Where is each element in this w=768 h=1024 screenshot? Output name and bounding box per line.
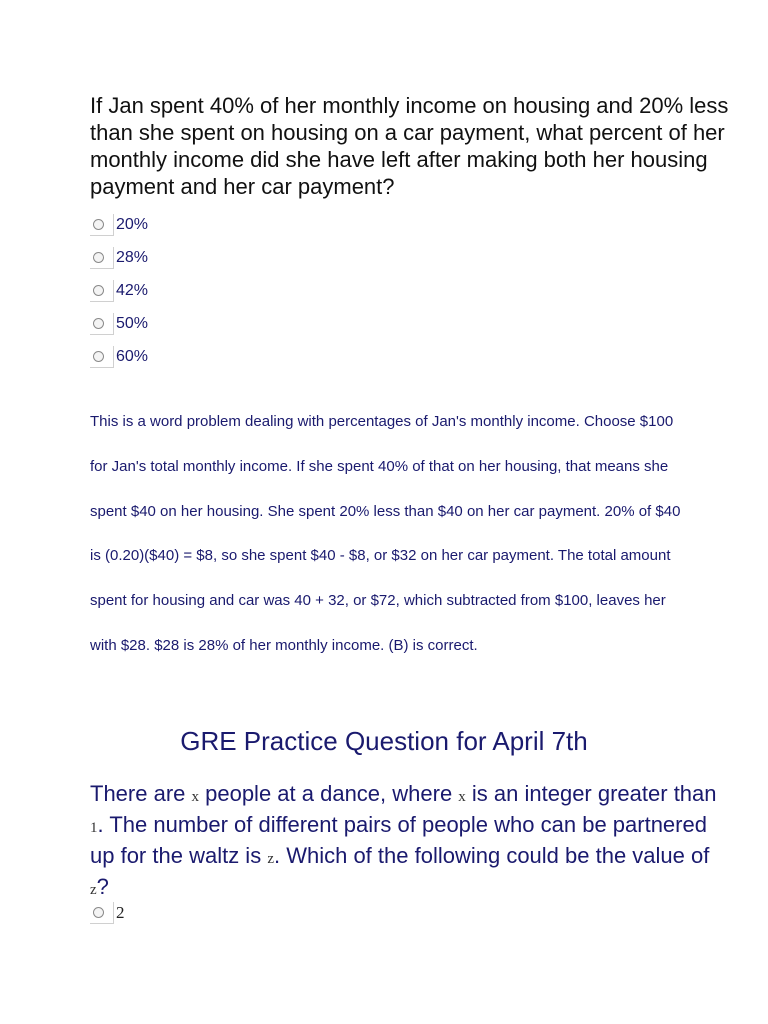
- option-label: 50%: [116, 314, 149, 332]
- radio-button-icon[interactable]: [90, 247, 114, 269]
- explanation-text: This is a word problem dealing with percentages of Jan's monthly income. Choose $100 for Jan's total monthly income. If she spent 40% of that on her housing, that means she spent $40 on her housing. She spent 20% less than $40 on her car payment. 20% of $40 is (0.20)($40) = $8, so she spent $40 - $8, or $32 on her car payment. The total amount spent for housing and car was 40 + 32, or $72, which subtracted from $100, leaves her with $28. $28 is 28% of her monthly income. (B) is correct.: [90, 413, 681, 654]
- q2-text-part: ?: [96, 874, 109, 899]
- option-c[interactable]: [90, 274, 390, 307]
- question-1-options: [90, 208, 390, 373]
- option-label: 20%: [116, 215, 149, 233]
- radio-button-icon[interactable]: [90, 280, 114, 302]
- option-a[interactable]: [90, 896, 390, 929]
- option-label: 28%: [116, 248, 149, 266]
- option-label: 2: [116, 902, 125, 922]
- radio-button-icon[interactable]: [90, 902, 114, 924]
- option-label: 60%: [116, 347, 149, 365]
- radio-button-icon[interactable]: [90, 346, 114, 368]
- variable-z: z: [90, 882, 97, 898]
- q2-text-part: There are: [90, 781, 192, 806]
- question-2-text: [90, 780, 730, 904]
- radio-button-icon[interactable]: [90, 313, 114, 335]
- option-b[interactable]: [90, 241, 390, 274]
- variable-z: z: [267, 851, 274, 867]
- number-one: 1: [90, 820, 98, 836]
- option-d[interactable]: [90, 307, 390, 340]
- q2-text-part: is an integer greater than: [465, 781, 717, 806]
- option-a[interactable]: [90, 208, 390, 241]
- radio-button-icon[interactable]: [90, 214, 114, 236]
- q2-text-part: . The number of different pairs of people who can be partnered up for the waltz is: [90, 812, 707, 868]
- question-1-text: If Jan spent 40% of her monthly income on housing and 20% less than she spent on housing on a car payment, what percent of her monthly income did she have left after making both her housing payment and her car payment?: [90, 93, 729, 199]
- variable-x: x: [191, 789, 199, 805]
- option-label: 42%: [116, 281, 149, 299]
- q2-text-part: . Which of the following could be the value of: [273, 843, 710, 868]
- option-e[interactable]: [90, 340, 390, 373]
- q2-text-part: people at a dance, where: [199, 781, 459, 806]
- variable-x: x: [458, 789, 466, 805]
- question-2-options: [90, 896, 390, 929]
- section-heading: GRE Practice Question for April 7th: [180, 726, 588, 756]
